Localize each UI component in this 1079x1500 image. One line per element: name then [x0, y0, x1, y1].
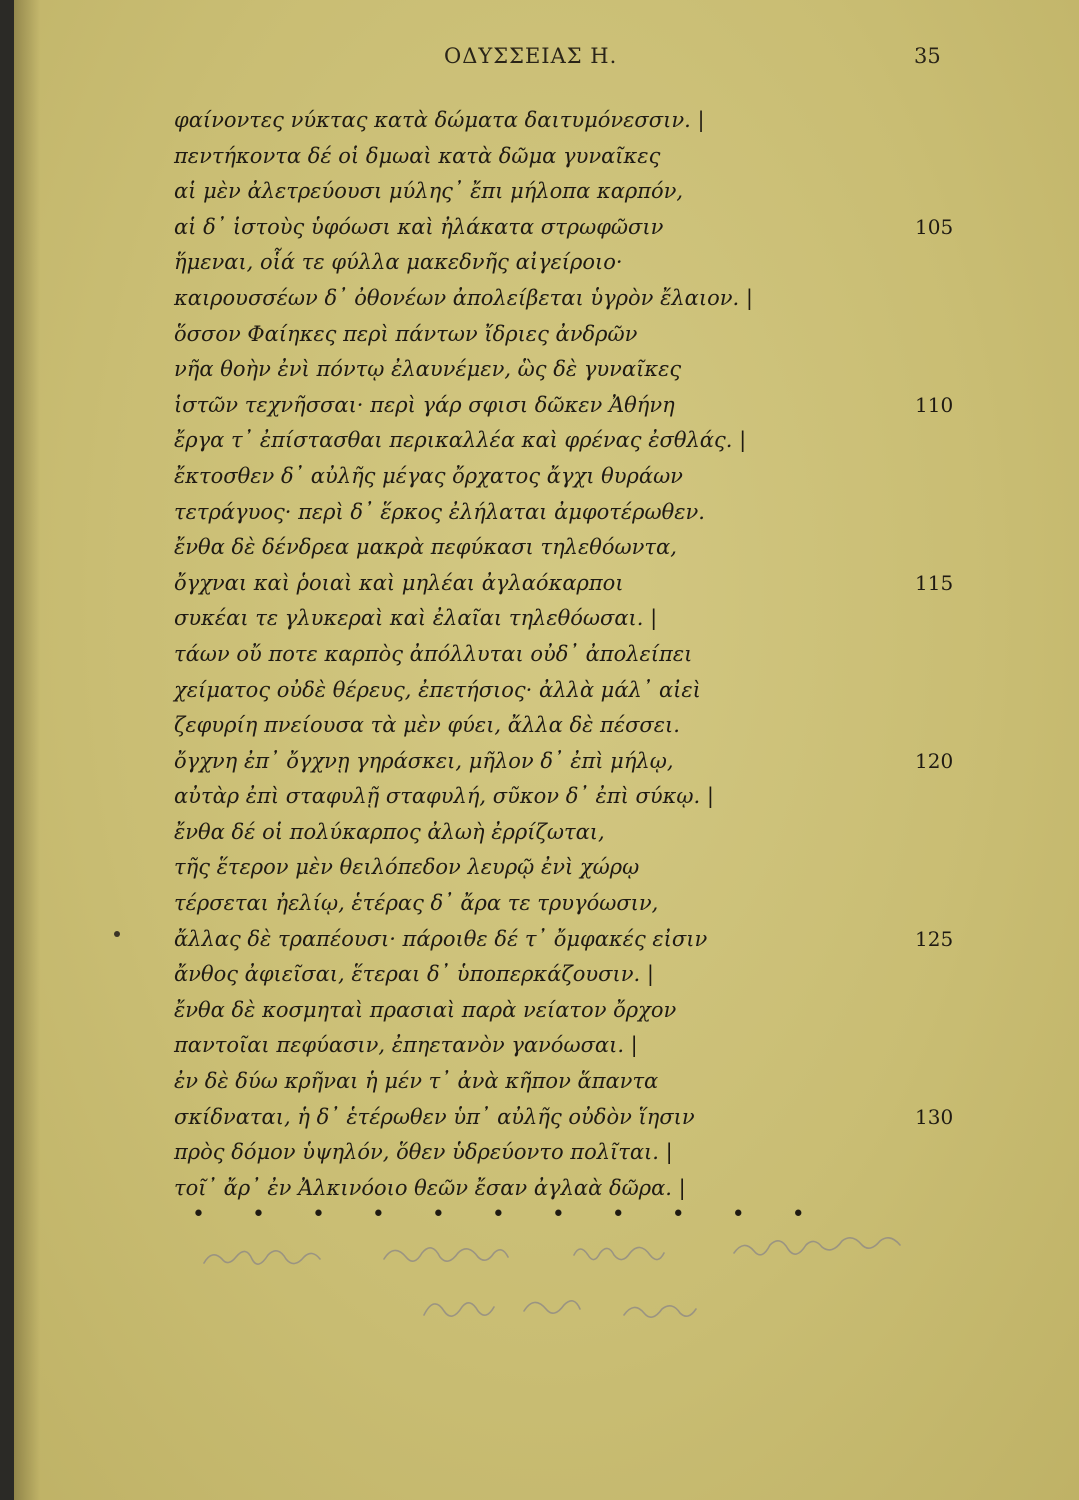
verse-text: ἱστῶν τεχνῆσσαι· περὶ γάρ σφισι δῶκεν Ἀθήνη: [174, 392, 675, 417]
verse-line: [174, 459, 994, 495]
margin-dot: [114, 931, 120, 937]
line-number: 110: [915, 392, 954, 417]
verse-line: [174, 103, 994, 139]
verse-text: τοῖ᾽ ἄρ᾽ ἐν Ἀλκινόοιο θεῶν ἔσαν ἀγλαὰ δῶρα. |: [174, 1175, 686, 1200]
verse-line: [174, 1135, 994, 1171]
running-title: ΟΔΥΣΣΕΙΑΣ Η.: [444, 44, 618, 68]
verse-line: [174, 530, 994, 566]
verse-line: [174, 423, 994, 459]
verse-text: πρὸς δόμον ὑψηλόν, ὅθεν ὑδρεύοντο πολῖται. |: [174, 1140, 673, 1165]
verse-line: [174, 744, 994, 780]
spine-shadow: [14, 0, 40, 1500]
verse-text: αἱ δ᾽ ἱστοὺς ὑφόωσι καὶ ἠλάκατα στρωφῶσιν: [174, 214, 664, 239]
verse-line: [174, 495, 994, 531]
verse-text: σκίδναται, ἡ δ᾽ ἑτέρωθεν ὑπ᾽ αὐλῆς οὐδὸν ἵησιν: [174, 1104, 695, 1129]
verse-line: [174, 886, 994, 922]
verse-text: αὐτὰρ ἐπὶ σταφυλῇ σταφυλή, σῦκον δ᾽ ἐπὶ σύκῳ. |: [174, 784, 714, 809]
verse-text: ἔργα τ᾽ ἐπίστασθαι περικαλλέα καὶ φρένας ἐσθλάς. |: [174, 428, 747, 453]
verse-line: [174, 281, 994, 317]
verse-line: [174, 139, 994, 175]
verse-line: [174, 850, 994, 886]
page-header: [14, 44, 1079, 74]
line-number: 120: [915, 748, 954, 773]
verse-line: [174, 708, 994, 744]
verse-line: [174, 601, 994, 637]
verse-line: [174, 174, 994, 210]
book-page: [14, 0, 1079, 1500]
verse-text: παντοῖαι πεφύασιν, ἐπηετανὸν γανόωσαι. |: [174, 1033, 638, 1058]
verse-line: [174, 566, 994, 602]
line-number: 105: [915, 214, 954, 239]
verse-text: πεντήκοντα δέ οἱ δμωαὶ κατὰ δῶμα γυναῖκες: [174, 143, 661, 168]
verse-text: ἔκτοσθεν δ᾽ αὐλῆς μέγας ὄρχατος ἄγχι θυράων: [174, 463, 683, 488]
verse-text: τέρσεται ἠελίῳ, ἑτέρας δ᾽ ἄρα τε τρυγόωσιν,: [174, 891, 659, 916]
pencil-annotation: [194, 1215, 1074, 1355]
verse-line: [174, 317, 994, 353]
verse-line: [174, 922, 994, 958]
verse-text: ἄλλας δὲ τραπέουσι· πάροιθε δέ τ᾽ ὄμφακές εἰσιν: [174, 926, 708, 951]
verse-text: συκέαι τε γλυκεραὶ καὶ ἐλαῖαι τηλεθόωσαι. |: [174, 606, 658, 631]
verse-line: [174, 1100, 994, 1136]
verse-line: [174, 1064, 994, 1100]
ellipsis-dots: • • • • • • • • • • •: [192, 1202, 825, 1227]
verse-line: [174, 673, 994, 709]
verse-text: ἔνθα δὲ δένδρεα μακρὰ πεφύκασι τηλεθόωντα,: [174, 535, 677, 560]
verse-text: ἔνθα δὲ κοσμηταὶ πρασιαὶ παρὰ νείατον ὄρχον: [174, 997, 677, 1022]
verse-line: [174, 815, 994, 851]
verse-line: [174, 993, 994, 1029]
verse-line: [174, 245, 994, 281]
verse-line: [174, 388, 994, 424]
verse-text: ζεφυρίη πνείουσα τὰ μὲν φύει, ἄλλα δὲ πέσσει.: [174, 713, 680, 738]
verse-text: ὅσσον Φαίηκες περὶ πάντων ἴδριες ἀνδρῶν: [174, 321, 638, 346]
verse-text: αἱ μὲν ἀλετρεύουσι μύλης᾽ ἔπι μήλοπα καρπόν,: [174, 179, 684, 204]
verse-text: τάων οὔ ποτε καρπὸς ἀπόλλυται οὐδ᾽ ἀπολείπει: [174, 641, 693, 666]
verse-line: [174, 210, 994, 246]
verse-text: ἥμεναι, οἷά τε φύλλα μακεδνῆς αἰγείροιο·: [174, 250, 623, 275]
verse-text: ἄνθος ἀφιεῖσαι, ἕτεραι δ᾽ ὑποπερκάζουσιν. |: [174, 962, 654, 987]
verse-text: ὄγχνη ἐπ᾽ ὄγχνῃ γηράσκει, μῆλον δ᾽ ἐπὶ μήλῳ,: [174, 748, 674, 773]
verse-text: ἐν δὲ δύω κρῆναι ἡ μέν τ᾽ ἀνὰ κῆπον ἅπαντα: [174, 1069, 659, 1094]
line-number: 115: [915, 570, 954, 595]
line-number: 125: [915, 926, 954, 951]
verse-text: χείματος οὐδὲ θέρευς, ἐπετήσιος· ἀλλὰ μάλ᾽ αἰεὶ: [174, 677, 701, 702]
verse-line: [174, 779, 994, 815]
verse-line: [174, 352, 994, 388]
verse-line: [174, 1028, 994, 1064]
verse-text: φαίνοντες νύκτας κατὰ δώματα δαιτυμόνεσσιν. |: [174, 108, 705, 132]
verse-block: [174, 103, 994, 1206]
verse-text: τετράγυος· περὶ δ᾽ ἕρκος ἐλήλαται ἀμφοτέρωθεν.: [174, 499, 705, 524]
verse-text: καιρουσσέων δ᾽ ὀθονέων ἀπολείβεται ὑγρὸν ἔλαιον. |: [174, 285, 753, 310]
verse-text: ὄγχναι καὶ ῥοιαὶ καὶ μηλέαι ἀγλαόκαρποι: [174, 570, 624, 595]
page-number: 35: [914, 44, 941, 68]
verse-line: [174, 637, 994, 673]
verse-text: ἔνθα δέ οἱ πολύκαρπος ἀλωὴ ἐρρίζωται,: [174, 819, 605, 844]
verse-text: νῆα θοὴν ἐνὶ πόντῳ ἐλαυνέμεν, ὣς δὲ γυναῖκες: [174, 357, 682, 382]
verse-line: [174, 957, 994, 993]
verse-text: τῆς ἕτερον μὲν θειλόπεδον λευρῷ ἐνὶ χώρῳ: [174, 855, 640, 880]
line-number: 130: [915, 1104, 954, 1129]
